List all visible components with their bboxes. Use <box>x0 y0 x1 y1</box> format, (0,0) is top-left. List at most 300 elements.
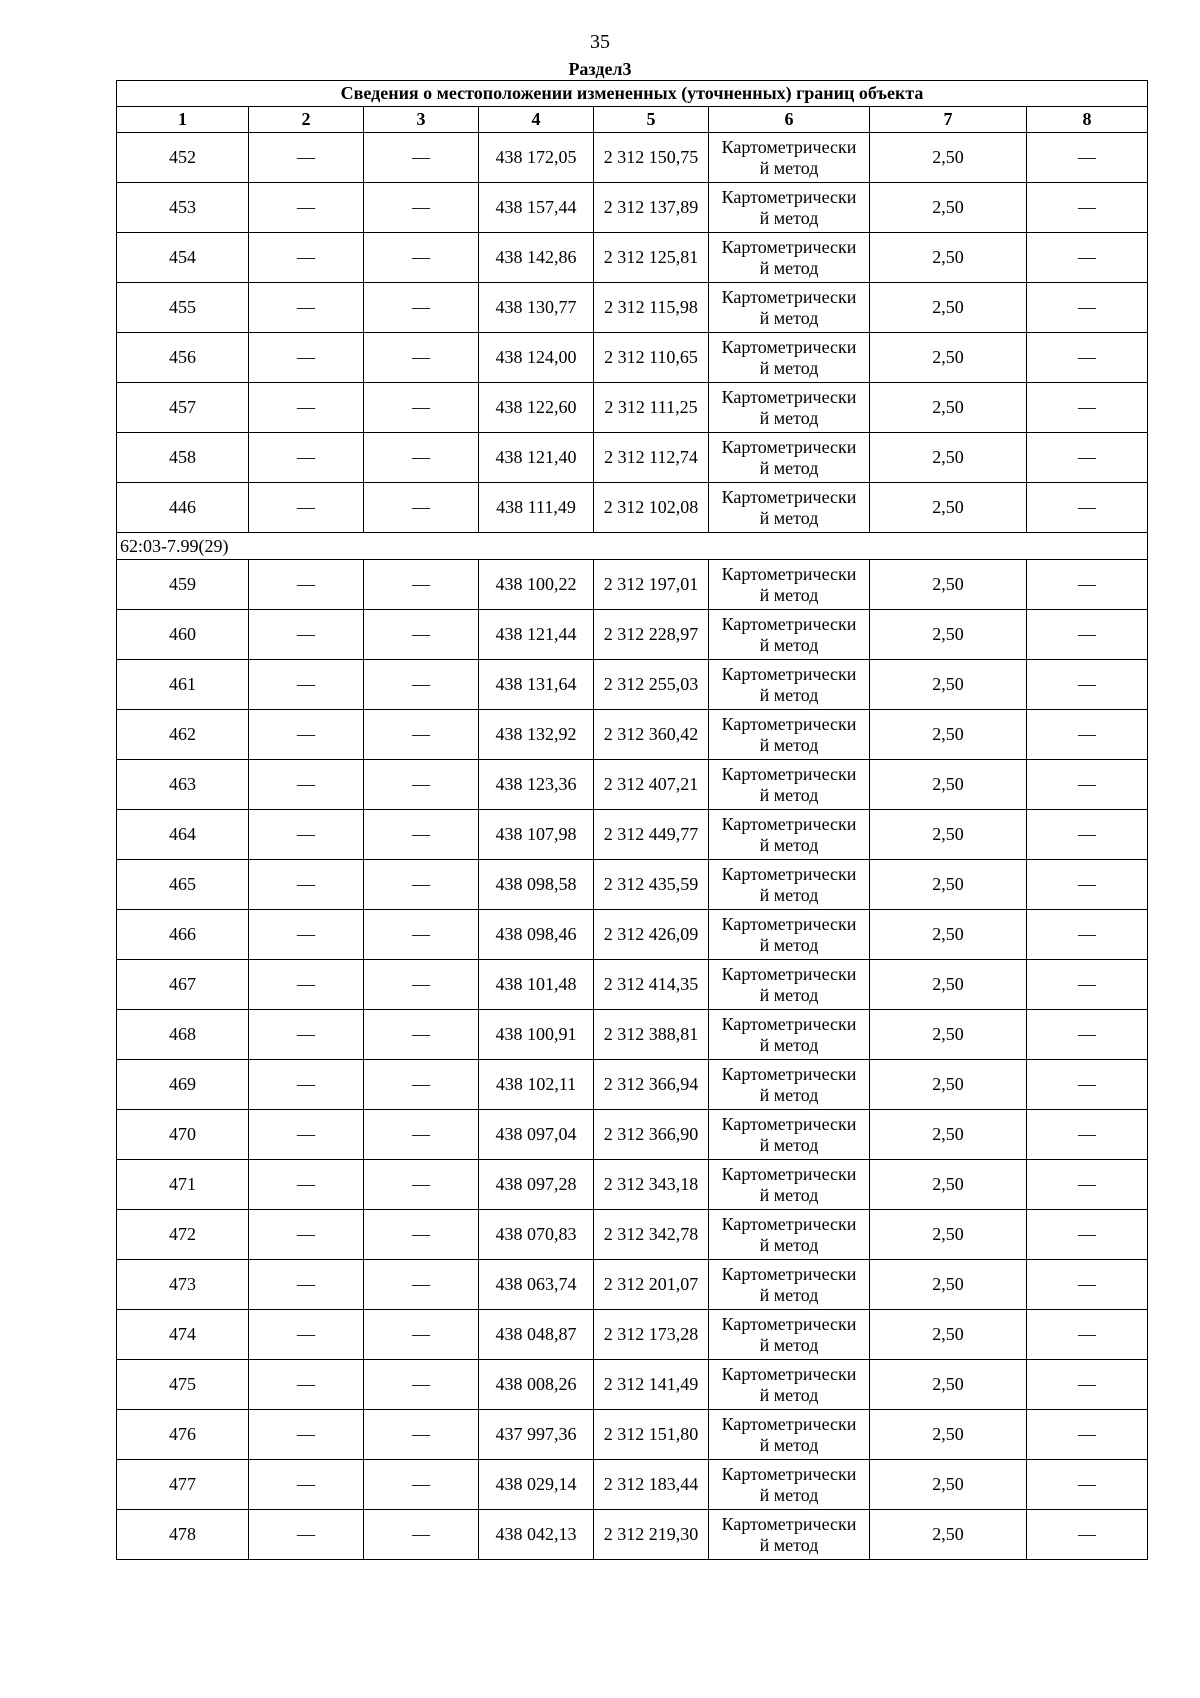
col2-cell: — <box>249 1460 364 1510</box>
col3-cell: — <box>364 1010 479 1060</box>
column-header: 5 <box>594 107 709 133</box>
col3-cell: — <box>364 1160 479 1210</box>
col3-cell: — <box>364 183 479 233</box>
col2-cell: — <box>249 860 364 910</box>
method-line: Картометрически <box>721 1513 857 1534</box>
method-line: Картометрически <box>721 1113 857 1134</box>
x-coordinate-cell: 438 102,11 <box>479 1060 594 1110</box>
method-line: й метод <box>759 1384 819 1405</box>
accuracy-cell: 2,50 <box>870 910 1027 960</box>
method-cell <box>709 610 870 660</box>
x-coordinate-cell: 438 100,91 <box>479 1010 594 1060</box>
col3-cell: — <box>364 1060 479 1110</box>
method-line: й метод <box>759 584 819 605</box>
col3-cell: — <box>364 283 479 333</box>
y-coordinate-cell: 2 312 125,81 <box>594 233 709 283</box>
col8-cell: — <box>1027 560 1148 610</box>
method-line: Картометрически <box>721 763 857 784</box>
col3-cell: — <box>364 1110 479 1160</box>
col3-cell: — <box>364 1360 479 1410</box>
x-coordinate-cell: 438 048,87 <box>479 1310 594 1360</box>
col2-cell: — <box>249 1210 364 1260</box>
col2-cell: — <box>249 1410 364 1460</box>
col8-cell: — <box>1027 610 1148 660</box>
method-cell <box>709 1410 870 1460</box>
method-cell <box>709 860 870 910</box>
y-coordinate-cell: 2 312 228,97 <box>594 610 709 660</box>
method-cell <box>709 333 870 383</box>
method-line: й метод <box>759 157 819 178</box>
method-line: й метод <box>759 1284 819 1305</box>
method-line: Картометрически <box>721 963 857 984</box>
col2-cell: — <box>249 1260 364 1310</box>
col8-cell: — <box>1027 133 1148 183</box>
method-cell <box>709 910 870 960</box>
table-row <box>117 860 1148 910</box>
accuracy-cell: 2,50 <box>870 1010 1027 1060</box>
method-cell <box>709 1110 870 1160</box>
accuracy-cell: 2,50 <box>870 610 1027 660</box>
y-coordinate-cell: 2 312 366,90 <box>594 1110 709 1160</box>
table-row <box>117 760 1148 810</box>
method-line: Картометрически <box>721 1063 857 1084</box>
accuracy-cell: 2,50 <box>870 133 1027 183</box>
method-line: й метод <box>759 1084 819 1105</box>
col2-cell: — <box>249 660 364 710</box>
method-cell <box>709 1010 870 1060</box>
col3-cell: — <box>364 333 479 383</box>
col3-cell: — <box>364 1210 479 1260</box>
column-header: 6 <box>709 107 870 133</box>
method-cell <box>709 383 870 433</box>
x-coordinate-cell: 438 130,77 <box>479 283 594 333</box>
method-line: Картометрически <box>721 1313 857 1334</box>
col8-cell: — <box>1027 1410 1148 1460</box>
table-row <box>117 1060 1148 1110</box>
method-line: й метод <box>759 457 819 478</box>
method-line: Картометрически <box>721 1213 857 1234</box>
col3-cell: — <box>364 1460 479 1510</box>
table-body <box>117 133 1148 1560</box>
y-coordinate-cell: 2 312 426,09 <box>594 910 709 960</box>
col2-cell: — <box>249 910 364 960</box>
col8-cell: — <box>1027 283 1148 333</box>
point-number-cell: 460 <box>117 610 249 660</box>
page-number: 35 <box>590 31 610 53</box>
y-coordinate-cell: 2 312 435,59 <box>594 860 709 910</box>
method-line: й метод <box>759 307 819 328</box>
table-row <box>117 1410 1148 1460</box>
col2-cell: — <box>249 183 364 233</box>
x-coordinate-cell: 438 132,92 <box>479 710 594 760</box>
point-number-cell: 465 <box>117 860 249 910</box>
point-number-cell: 468 <box>117 1010 249 1060</box>
col8-cell: — <box>1027 760 1148 810</box>
col8-cell: — <box>1027 910 1148 960</box>
col8-cell: — <box>1027 1510 1148 1560</box>
col8-cell: — <box>1027 860 1148 910</box>
method-cell <box>709 1310 870 1360</box>
y-coordinate-cell: 2 312 151,80 <box>594 1410 709 1460</box>
method-cell <box>709 233 870 283</box>
table-row <box>117 1210 1148 1260</box>
x-coordinate-cell: 438 111,49 <box>479 483 594 533</box>
x-coordinate-cell: 438 122,60 <box>479 383 594 433</box>
y-coordinate-cell: 2 312 255,03 <box>594 660 709 710</box>
table-header-row <box>117 107 1148 133</box>
accuracy-cell: 2,50 <box>870 483 1027 533</box>
y-coordinate-cell: 2 312 110,65 <box>594 333 709 383</box>
method-line: Картометрически <box>721 913 857 934</box>
col2-cell: — <box>249 1160 364 1210</box>
accuracy-cell: 2,50 <box>870 1160 1027 1210</box>
method-line: Картометрически <box>721 813 857 834</box>
point-number-cell: 463 <box>117 760 249 810</box>
method-line: й метод <box>759 1234 819 1255</box>
x-coordinate-cell: 438 101,48 <box>479 960 594 1010</box>
table-row <box>117 1360 1148 1410</box>
y-coordinate-cell: 2 312 102,08 <box>594 483 709 533</box>
method-line: Картометрически <box>721 563 857 584</box>
col3-cell: — <box>364 233 479 283</box>
point-number-cell: 467 <box>117 960 249 1010</box>
col2-cell: — <box>249 1010 364 1060</box>
table-row <box>117 960 1148 1010</box>
method-cell <box>709 1160 870 1210</box>
table-row <box>117 433 1148 483</box>
col3-cell: — <box>364 1260 479 1310</box>
col3-cell: — <box>364 1510 479 1560</box>
accuracy-cell: 2,50 <box>870 1310 1027 1360</box>
table-row <box>117 1010 1148 1060</box>
y-coordinate-cell: 2 312 115,98 <box>594 283 709 333</box>
col3-cell: — <box>364 433 479 483</box>
col2-cell: — <box>249 710 364 760</box>
x-coordinate-cell: 438 042,13 <box>479 1510 594 1560</box>
col2-cell: — <box>249 560 364 610</box>
col2-cell: — <box>249 1110 364 1160</box>
method-cell <box>709 483 870 533</box>
col8-cell: — <box>1027 1260 1148 1310</box>
x-coordinate-cell: 438 029,14 <box>479 1460 594 1510</box>
method-cell <box>709 433 870 483</box>
point-number-cell: 477 <box>117 1460 249 1510</box>
table-row <box>117 1310 1148 1360</box>
accuracy-cell: 2,50 <box>870 1410 1027 1460</box>
method-line: й метод <box>759 1334 819 1355</box>
accuracy-cell: 2,50 <box>870 233 1027 283</box>
point-number-cell: 469 <box>117 1060 249 1110</box>
col8-cell: — <box>1027 960 1148 1010</box>
col8-cell: — <box>1027 660 1148 710</box>
method-cell <box>709 1460 870 1510</box>
method-line: й метод <box>759 684 819 705</box>
accuracy-cell: 2,50 <box>870 1260 1027 1310</box>
point-number-cell: 464 <box>117 810 249 860</box>
method-line: й метод <box>759 1034 819 1055</box>
column-header: 7 <box>870 107 1027 133</box>
col3-cell: — <box>364 1410 479 1460</box>
col3-cell: — <box>364 960 479 1010</box>
method-line: Картометрически <box>721 436 857 457</box>
y-coordinate-cell: 2 312 137,89 <box>594 183 709 233</box>
x-coordinate-cell: 438 157,44 <box>479 183 594 233</box>
method-line: й метод <box>759 734 819 755</box>
x-coordinate-cell: 438 121,40 <box>479 433 594 483</box>
method-line: й метод <box>759 407 819 428</box>
x-coordinate-cell: 438 107,98 <box>479 810 594 860</box>
method-line: й метод <box>759 984 819 1005</box>
table-row <box>117 1160 1148 1210</box>
method-line: Картометрически <box>721 713 857 734</box>
accuracy-cell: 2,50 <box>870 710 1027 760</box>
accuracy-cell: 2,50 <box>870 383 1027 433</box>
x-coordinate-cell: 438 123,36 <box>479 760 594 810</box>
method-line: Картометрически <box>721 1363 857 1384</box>
point-number-cell: 456 <box>117 333 249 383</box>
method-cell <box>709 710 870 760</box>
method-line: й метод <box>759 1184 819 1205</box>
col8-cell: — <box>1027 483 1148 533</box>
table-row <box>117 1110 1148 1160</box>
y-coordinate-cell: 2 312 414,35 <box>594 960 709 1010</box>
accuracy-cell: 2,50 <box>870 333 1027 383</box>
accuracy-cell: 2,50 <box>870 760 1027 810</box>
table-row <box>117 910 1148 960</box>
point-number-cell: 457 <box>117 383 249 433</box>
accuracy-cell: 2,50 <box>870 1110 1027 1160</box>
x-coordinate-cell: 438 124,00 <box>479 333 594 383</box>
col8-cell: — <box>1027 1060 1148 1110</box>
table-row <box>117 183 1148 233</box>
col3-cell: — <box>364 1310 479 1360</box>
point-number-cell: 473 <box>117 1260 249 1310</box>
method-line: Картометрически <box>721 386 857 407</box>
method-line: Картометрически <box>721 1463 857 1484</box>
point-number-cell: 458 <box>117 433 249 483</box>
col8-cell: — <box>1027 1310 1148 1360</box>
method-cell <box>709 1260 870 1310</box>
col3-cell: — <box>364 910 479 960</box>
col8-cell: — <box>1027 183 1148 233</box>
point-number-cell: 459 <box>117 560 249 610</box>
method-line: Картометрически <box>721 863 857 884</box>
col3-cell: — <box>364 383 479 433</box>
x-coordinate-cell: 438 008,26 <box>479 1360 594 1410</box>
col8-cell: — <box>1027 810 1148 860</box>
x-coordinate-cell: 438 063,74 <box>479 1260 594 1310</box>
method-cell <box>709 1360 870 1410</box>
column-header: 8 <box>1027 107 1148 133</box>
col8-cell: — <box>1027 233 1148 283</box>
method-line: Картометрически <box>721 613 857 634</box>
method-line: Картометрически <box>721 236 857 257</box>
method-line: й метод <box>759 357 819 378</box>
table-row <box>117 283 1148 333</box>
point-number-cell: 455 <box>117 283 249 333</box>
method-cell <box>709 960 870 1010</box>
method-line: Картометрически <box>721 186 857 207</box>
col3-cell: — <box>364 710 479 760</box>
col8-cell: — <box>1027 710 1148 760</box>
y-coordinate-cell: 2 312 197,01 <box>594 560 709 610</box>
method-cell <box>709 810 870 860</box>
method-line: й метод <box>759 257 819 278</box>
method-line: Картометрически <box>721 1413 857 1434</box>
col2-cell: — <box>249 483 364 533</box>
accuracy-cell: 2,50 <box>870 1060 1027 1110</box>
method-cell <box>709 1060 870 1110</box>
col2-cell: — <box>249 333 364 383</box>
method-line: й метод <box>759 207 819 228</box>
y-coordinate-cell: 2 312 112,74 <box>594 433 709 483</box>
accuracy-cell: 2,50 <box>870 1210 1027 1260</box>
y-coordinate-cell: 2 312 111,25 <box>594 383 709 433</box>
method-line: й метод <box>759 1134 819 1155</box>
method-cell <box>709 1510 870 1560</box>
col3-cell: — <box>364 560 479 610</box>
col2-cell: — <box>249 383 364 433</box>
table-row <box>117 133 1148 183</box>
col2-cell: — <box>249 810 364 860</box>
y-coordinate-cell: 2 312 388,81 <box>594 1010 709 1060</box>
col3-cell: — <box>364 810 479 860</box>
table-row <box>117 1460 1148 1510</box>
y-coordinate-cell: 2 312 150,75 <box>594 133 709 183</box>
method-cell <box>709 283 870 333</box>
method-line: й метод <box>759 834 819 855</box>
col3-cell: — <box>364 860 479 910</box>
method-line: й метод <box>759 507 819 528</box>
col2-cell: — <box>249 1360 364 1410</box>
point-number-cell: 475 <box>117 1360 249 1410</box>
col8-cell: — <box>1027 1110 1148 1160</box>
y-coordinate-cell: 2 312 407,21 <box>594 760 709 810</box>
y-coordinate-cell: 2 312 343,18 <box>594 1160 709 1210</box>
accuracy-cell: 2,50 <box>870 660 1027 710</box>
col3-cell: — <box>364 610 479 660</box>
table-row <box>117 610 1148 660</box>
table-row <box>117 233 1148 283</box>
col8-cell: — <box>1027 433 1148 483</box>
accuracy-cell: 2,50 <box>870 560 1027 610</box>
column-header: 3 <box>364 107 479 133</box>
y-coordinate-cell: 2 312 219,30 <box>594 1510 709 1560</box>
method-cell <box>709 183 870 233</box>
method-line: Картометрически <box>721 336 857 357</box>
method-line: й метод <box>759 784 819 805</box>
section-title: Раздел3 <box>568 59 632 79</box>
table-row <box>117 383 1148 433</box>
method-cell <box>709 133 870 183</box>
x-coordinate-cell: 437 997,36 <box>479 1410 594 1460</box>
method-line: й метод <box>759 1484 819 1505</box>
column-header: 1 <box>117 107 249 133</box>
x-coordinate-cell: 438 100,22 <box>479 560 594 610</box>
accuracy-cell: 2,50 <box>870 183 1027 233</box>
table-row <box>117 1510 1148 1560</box>
col8-cell: — <box>1027 1010 1148 1060</box>
col3-cell: — <box>364 760 479 810</box>
point-number-cell: 474 <box>117 1310 249 1360</box>
method-line: й метод <box>759 934 819 955</box>
y-coordinate-cell: 2 312 141,49 <box>594 1360 709 1410</box>
y-coordinate-cell: 2 312 449,77 <box>594 810 709 860</box>
method-line: Картометрически <box>721 136 857 157</box>
col2-cell: — <box>249 960 364 1010</box>
method-line: й метод <box>759 1434 819 1455</box>
method-line: Картометрически <box>721 1263 857 1284</box>
point-number-cell: 462 <box>117 710 249 760</box>
accuracy-cell: 2,50 <box>870 860 1027 910</box>
x-coordinate-cell: 438 172,05 <box>479 133 594 183</box>
table-row <box>117 560 1148 610</box>
point-number-cell: 478 <box>117 1510 249 1560</box>
y-coordinate-cell: 2 312 183,44 <box>594 1460 709 1510</box>
col8-cell: — <box>1027 1460 1148 1510</box>
method-cell <box>709 760 870 810</box>
col3-cell: — <box>364 133 479 183</box>
col2-cell: — <box>249 760 364 810</box>
y-coordinate-cell: 2 312 366,94 <box>594 1060 709 1110</box>
x-coordinate-cell: 438 070,83 <box>479 1210 594 1260</box>
y-coordinate-cell: 2 312 360,42 <box>594 710 709 760</box>
table-row <box>117 660 1148 710</box>
method-line: й метод <box>759 884 819 905</box>
x-coordinate-cell: 438 131,64 <box>479 660 594 710</box>
point-number-cell: 466 <box>117 910 249 960</box>
col2-cell: — <box>249 1060 364 1110</box>
point-number-cell: 472 <box>117 1210 249 1260</box>
point-number-cell: 453 <box>117 183 249 233</box>
table-caption-row <box>117 81 1148 107</box>
method-line: Картометрически <box>721 1163 857 1184</box>
point-number-cell: 471 <box>117 1160 249 1210</box>
table-row <box>117 483 1148 533</box>
point-number-cell: 461 <box>117 660 249 710</box>
col8-cell: — <box>1027 1360 1148 1410</box>
x-coordinate-cell: 438 097,28 <box>479 1160 594 1210</box>
table-row <box>117 1260 1148 1310</box>
point-number-cell: 452 <box>117 133 249 183</box>
col3-cell: — <box>364 660 479 710</box>
column-header: 4 <box>479 107 594 133</box>
table-row <box>117 333 1148 383</box>
point-number-cell: 446 <box>117 483 249 533</box>
col8-cell: — <box>1027 1160 1148 1210</box>
method-cell <box>709 560 870 610</box>
col3-cell: — <box>364 483 479 533</box>
x-coordinate-cell: 438 098,58 <box>479 860 594 910</box>
method-cell <box>709 660 870 710</box>
method-line: Картометрически <box>721 663 857 684</box>
boundary-table <box>116 80 1148 1560</box>
y-coordinate-cell: 2 312 342,78 <box>594 1210 709 1260</box>
group-row <box>117 533 1148 560</box>
y-coordinate-cell: 2 312 201,07 <box>594 1260 709 1310</box>
col2-cell: — <box>249 1510 364 1560</box>
accuracy-cell: 2,50 <box>870 1510 1027 1560</box>
col2-cell: — <box>249 433 364 483</box>
x-coordinate-cell: 438 097,04 <box>479 1110 594 1160</box>
table-row <box>117 810 1148 860</box>
point-number-cell: 454 <box>117 233 249 283</box>
col2-cell: — <box>249 233 364 283</box>
col2-cell: — <box>249 283 364 333</box>
accuracy-cell: 2,50 <box>870 810 1027 860</box>
accuracy-cell: 2,50 <box>870 1460 1027 1510</box>
y-coordinate-cell: 2 312 173,28 <box>594 1310 709 1360</box>
